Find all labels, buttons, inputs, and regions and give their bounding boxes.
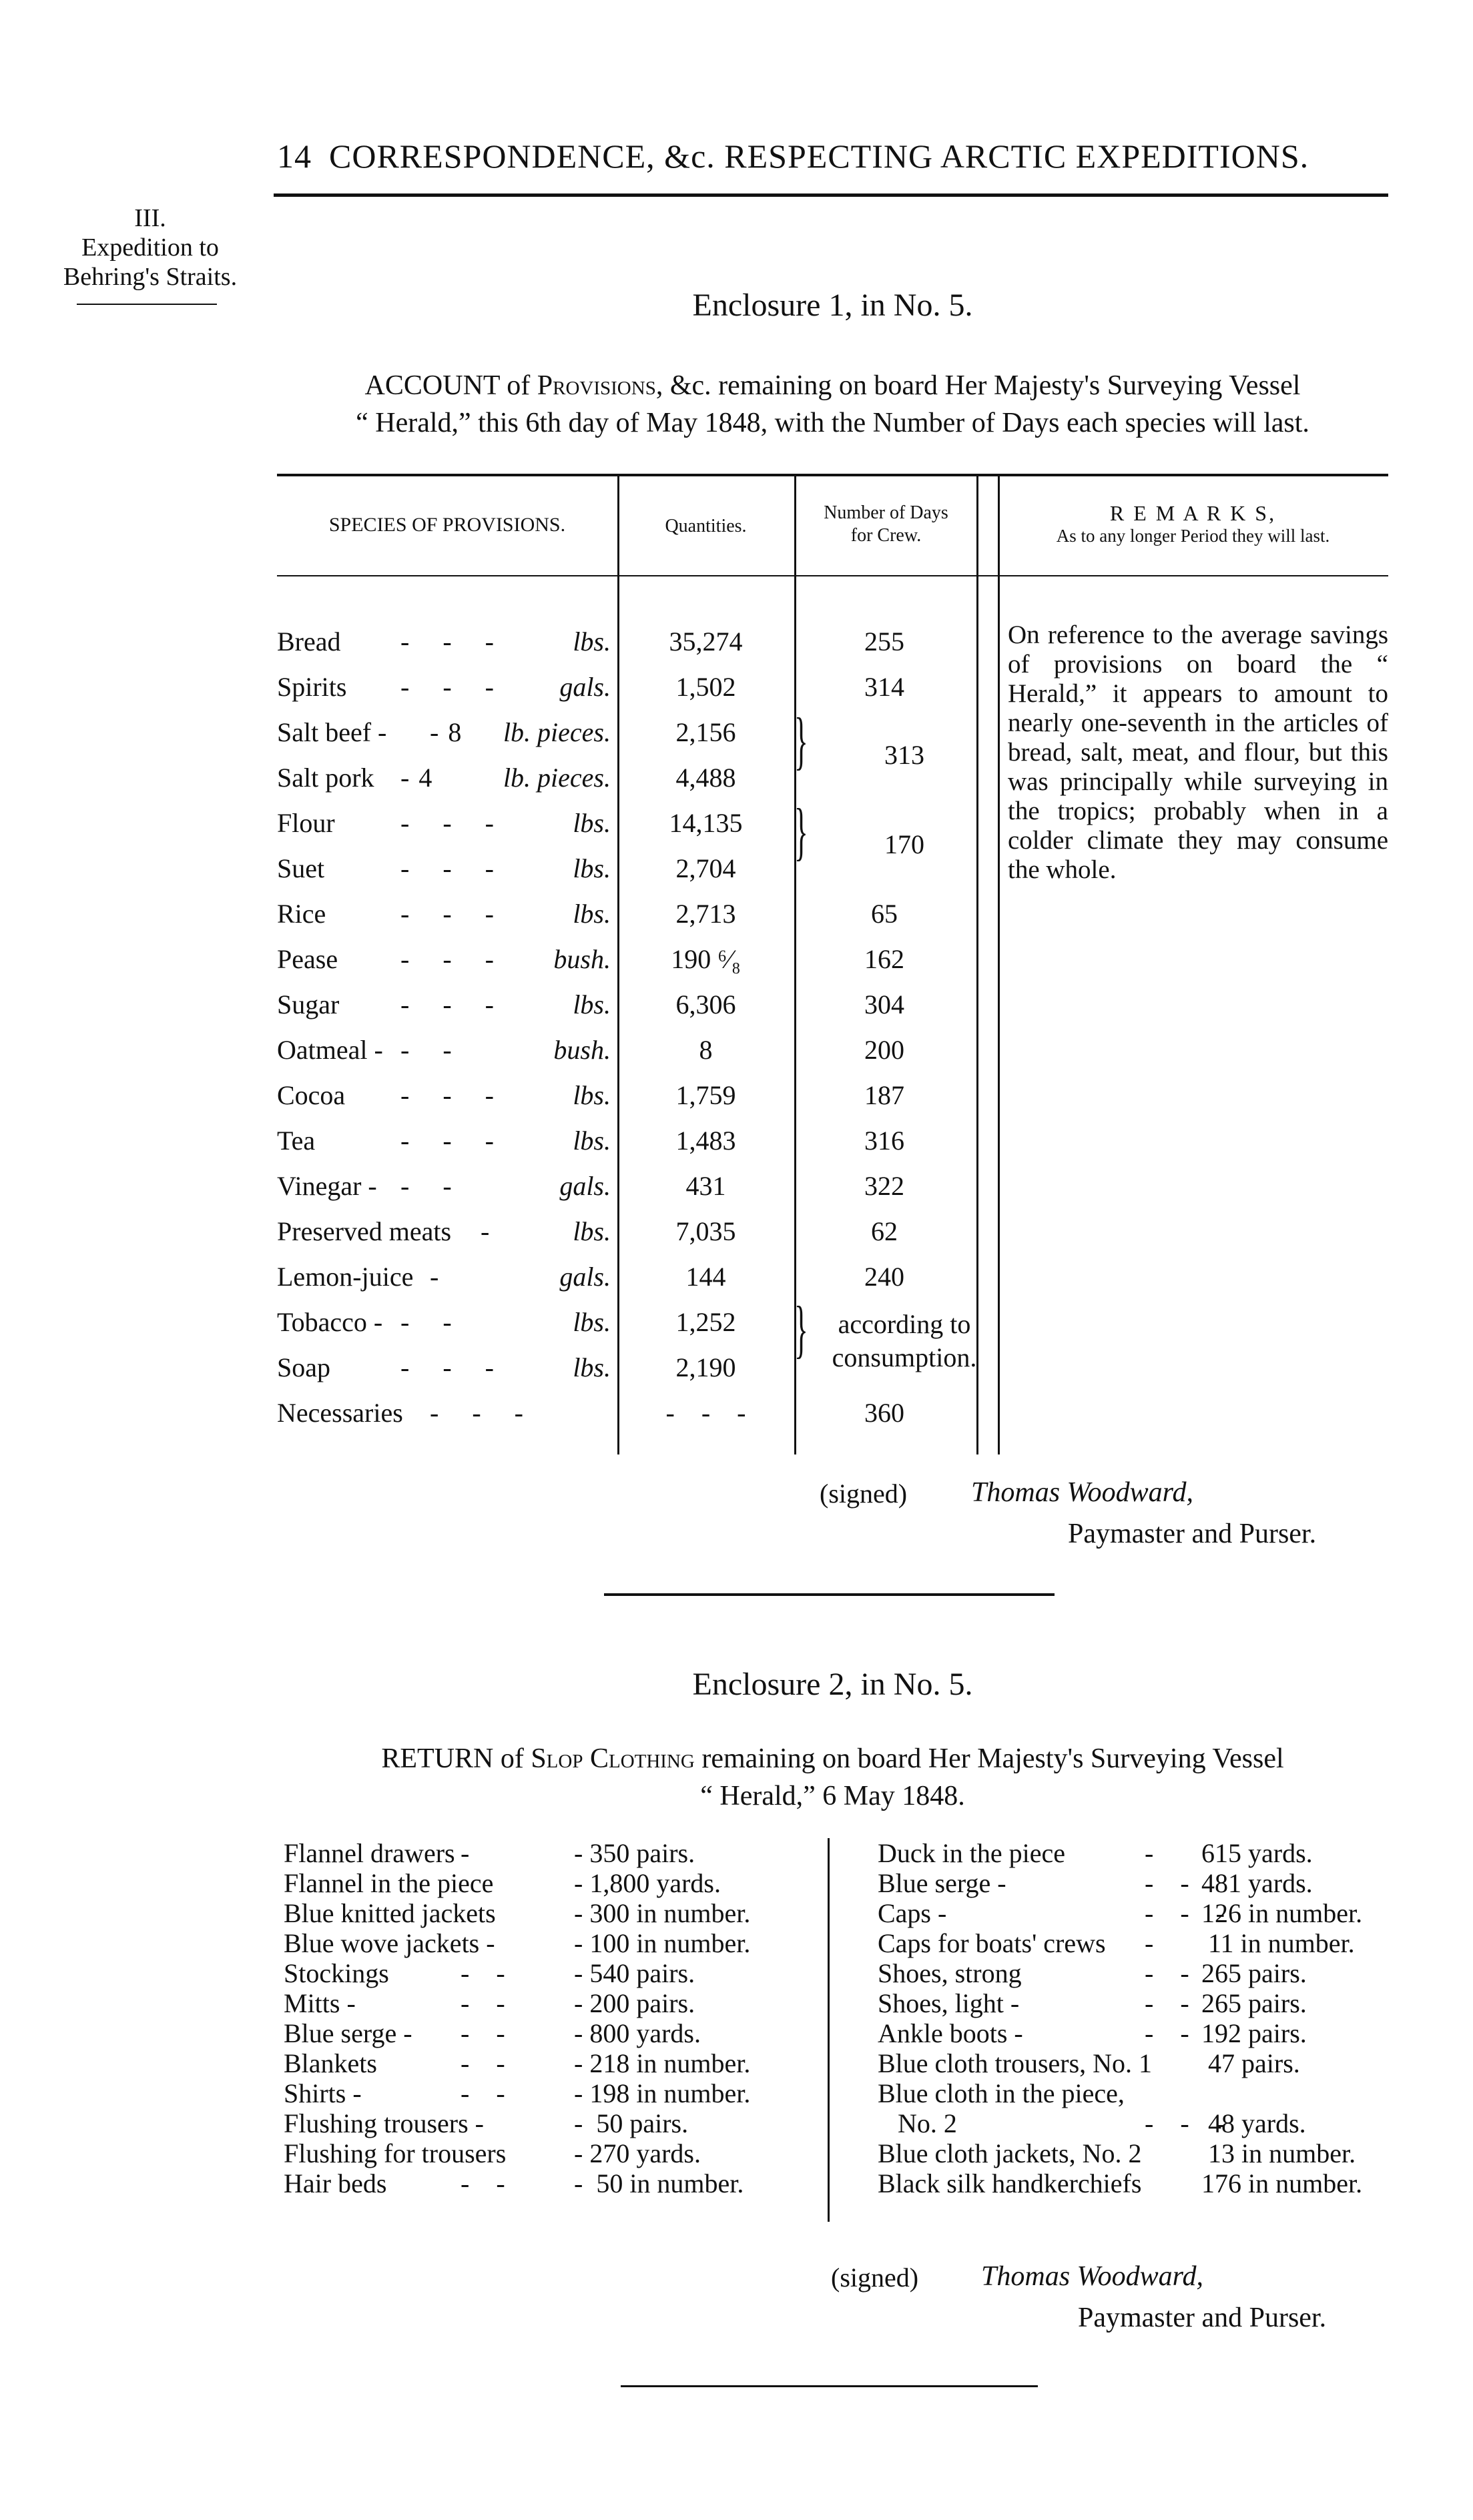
provision-days: 304	[864, 989, 904, 1019]
slop-item-leader: - -	[461, 2078, 505, 2108]
provision-unit: lbs.	[573, 1352, 611, 1382]
margin-note	[40, 203, 260, 292]
slop-item	[878, 2078, 1412, 2108]
provision-name: Rice	[277, 899, 326, 929]
signature-role-2: Paymaster and Purser.	[1078, 2302, 1327, 2333]
provision-unit: bush.	[553, 944, 611, 974]
slop-item	[878, 1868, 1412, 1898]
slop-item-quantity: 48 yards.	[1201, 2108, 1306, 2138]
slop-item-leader: - - -	[1145, 2108, 1225, 2138]
intro2-b: remaining on board Her Majesty's Surveying Vessel	[694, 1743, 1284, 1774]
slop-item-quantity: - 100 in number.	[574, 1928, 751, 1958]
provision-row	[277, 1080, 1388, 1125]
slop-item	[284, 2018, 818, 2048]
signature-name-1: Thomas Woodward,	[971, 1477, 1193, 1508]
signed-label-1: (signed)	[820, 1479, 908, 1509]
provision-quantity: 2,713	[675, 899, 736, 929]
provision-quantity: 1,252	[675, 1307, 736, 1337]
provision-days: 200	[864, 1035, 904, 1065]
slop-item-quantity: 192 pairs.	[1201, 2018, 1307, 2048]
slop-item-leader: - -	[461, 2048, 505, 2078]
provision-leader: - - -	[400, 1080, 495, 1110]
slop-item-name: Shoes, light -	[878, 1988, 1020, 2018]
provision-days: 240	[864, 1262, 904, 1292]
margin-note-numeral: III.	[134, 204, 166, 232]
enclosure1-intro	[277, 367, 1388, 442]
slop-item-name: Blue cloth trousers, No. 1	[878, 2048, 1153, 2078]
provision-unit: bush.	[553, 1035, 611, 1065]
provision-leader: - 4	[400, 763, 434, 793]
provision-leader: - - -	[400, 672, 495, 702]
header-days-line2: for Crew.	[850, 525, 922, 546]
slop-item-quantity: 481 yards.	[1201, 1868, 1313, 1898]
provision-name: Preserved meats	[277, 1216, 452, 1246]
slop-item-quantity: 615 yards.	[1201, 1838, 1313, 1868]
provision-days: 187	[864, 1080, 904, 1110]
slop-item	[284, 1958, 818, 1988]
provision-days: 360	[864, 1398, 904, 1428]
days-tobacco-soap-line1: according to	[838, 1309, 971, 1339]
provision-days: 162	[864, 944, 904, 974]
slop-item-name: Hair beds	[284, 2168, 387, 2198]
provision-name: Cocoa	[277, 1080, 346, 1110]
slop-item	[284, 1868, 818, 1898]
provision-quantity: 8	[699, 1035, 713, 1065]
enclosure1-title: Enclosure 1, in No. 5.	[692, 288, 973, 323]
provision-unit: lbs.	[573, 1216, 611, 1246]
header-rule	[274, 193, 1388, 197]
slop-item	[878, 2018, 1412, 2048]
days-salt: 313	[884, 740, 924, 770]
slop-item-name: Blue serge -	[878, 1868, 1006, 1898]
slop-item-name: Blue knitted jackets	[284, 1898, 496, 1928]
slop-item-name: Blue wove jackets -	[284, 1928, 495, 1958]
provision-quantity: 1,502	[675, 672, 736, 702]
slop-item	[878, 1958, 1412, 1988]
brace-tobacco-soap: }	[794, 1293, 808, 1364]
slop-item-name: No. 2	[878, 2108, 957, 2138]
slop-item-leader: - -	[1145, 1958, 1189, 1988]
provision-quantity: 7,035	[675, 1216, 736, 1246]
slop-clothing-table	[277, 1838, 1398, 2265]
slop-item	[878, 2138, 1412, 2168]
provision-leader: - - -	[400, 1352, 495, 1382]
provision-unit: lbs.	[573, 1080, 611, 1110]
slop-item	[878, 1928, 1412, 1958]
provision-unit: lbs.	[573, 808, 611, 838]
intro1-a: ACCOUNT of	[364, 370, 537, 401]
slop-item	[284, 2168, 818, 2198]
page-number: 14	[277, 137, 312, 175]
brace-flour-suet: }	[794, 795, 808, 867]
provision-name: Bread	[277, 626, 341, 657]
slop-item	[284, 2138, 818, 2168]
provision-unit: lbs.	[573, 626, 611, 657]
provision-unit: lbs.	[573, 853, 611, 883]
slop-item-quantity: 13 in number.	[1201, 2138, 1356, 2168]
provision-name: Flour	[277, 808, 335, 838]
provision-unit: gals.	[559, 1171, 611, 1201]
slop-item	[878, 2108, 1412, 2138]
provision-leader: - -	[400, 1307, 453, 1337]
slop-item-leader: - -	[1145, 1988, 1189, 2018]
header-remarks	[998, 502, 1388, 547]
slop-item-name: Flannel in the piece	[284, 1868, 494, 1898]
provision-name: Salt beef -	[277, 717, 387, 747]
slop-item-name: Stockings	[284, 1958, 389, 1988]
slop-item-leader: -	[461, 1838, 470, 1868]
slop-item-leader: - -	[1145, 2018, 1189, 2048]
provision-quantity: 2,190	[675, 1352, 736, 1382]
intro2-a: RETURN of	[381, 1743, 531, 1774]
slop-item-name: Caps -	[878, 1898, 947, 1928]
provision-row	[277, 1170, 1388, 1216]
provision-unit: lbs.	[573, 899, 611, 929]
intro1-sc: Provisions,	[537, 370, 663, 401]
slop-item-leader: -	[1145, 1928, 1154, 1958]
slop-item-name: Blankets	[284, 2048, 377, 2078]
provision-quantity: 35,274	[669, 626, 743, 657]
provision-name: Salt pork	[277, 763, 374, 793]
slop-item	[878, 1838, 1412, 1868]
slop-item-name: Flushing for trousers	[284, 2138, 507, 2168]
provision-quantity: 431	[685, 1171, 726, 1201]
margin-note-line1: Expedition to	[81, 234, 219, 262]
provision-leader: - -	[400, 1035, 453, 1065]
provision-quantity: 6,306	[675, 989, 736, 1019]
provision-leader: - - -	[400, 989, 495, 1019]
provision-row	[277, 1125, 1388, 1170]
provision-row	[277, 1216, 1388, 1261]
days-tobacco-soap-line2: consumption.	[832, 1342, 977, 1372]
header-remarks-line2: As to any longer Period they will last.	[1056, 526, 1330, 546]
slop-item-quantity: - 270 yards.	[574, 2138, 701, 2168]
provision-name: Suet	[277, 853, 325, 883]
provision-quantity: 144	[685, 1262, 726, 1292]
provision-quantity: 2,704	[675, 853, 736, 883]
provision-days: 314	[864, 672, 904, 702]
slop-item-name: Duck in the piece	[878, 1838, 1065, 1868]
provision-leader: - 8	[430, 717, 463, 747]
days-tobacco-soap	[808, 1308, 1001, 1374]
provision-name: Vinegar -	[277, 1171, 377, 1201]
provision-unit: lb. pieces.	[503, 717, 611, 747]
header-quantities: Quantities.	[665, 516, 747, 536]
provision-quantity: 1,759	[675, 1080, 736, 1110]
provision-leader: - - -	[400, 899, 495, 929]
slop-item-name: Shoes, strong	[878, 1958, 1022, 1988]
provision-leader: - - -	[400, 626, 495, 657]
provision-row	[277, 1397, 1388, 1442]
slop-item-quantity: 11 in number.	[1201, 1928, 1355, 1958]
provision-name: Tobacco -	[277, 1307, 383, 1337]
slop-item	[284, 1898, 818, 1928]
provision-unit: lb. pieces.	[503, 763, 611, 793]
provision-name: Necessaries	[277, 1398, 403, 1428]
provisions-table	[277, 474, 1388, 1468]
enclosure2-intro	[277, 1740, 1388, 1815]
slop-item-name: Black silk handkerchiefs	[878, 2168, 1142, 2198]
margin-note-line2: Behring's Straits.	[63, 263, 238, 291]
provision-name: Oatmeal -	[277, 1035, 383, 1065]
slop-item-quantity: - 200 pairs.	[574, 1988, 695, 2018]
provision-name: Tea	[277, 1126, 316, 1156]
slop-item-leader: - -	[461, 1958, 505, 1988]
provision-leader: - - -	[400, 853, 495, 883]
slop-item-quantity: - 198 in number.	[574, 2078, 751, 2108]
provision-days: 255	[864, 626, 904, 657]
slop-item-quantity: 265 pairs.	[1201, 1958, 1307, 1988]
provision-leader: -	[481, 1216, 491, 1246]
slop-item	[284, 1838, 818, 1868]
slop-item-quantity: 265 pairs.	[1201, 1988, 1307, 2018]
provision-row	[277, 898, 1388, 943]
slop-item-quantity: - 800 yards.	[574, 2018, 701, 2048]
provision-leader: - - -	[400, 1126, 495, 1156]
signed-label-2: (signed)	[831, 2262, 919, 2292]
slop-item	[878, 2048, 1412, 2078]
header-species: SPECIES OF PROVISIONS.	[328, 514, 566, 536]
provision-name: Lemon-juice	[277, 1262, 414, 1292]
days-flour-suet: 170	[884, 829, 924, 859]
slop-col-divider	[828, 1838, 830, 2222]
header-days-line1: Number of Days	[824, 502, 948, 523]
slop-item	[284, 2108, 818, 2138]
bottom-divider	[621, 2385, 1038, 2387]
provision-days: 62	[871, 1216, 898, 1246]
provision-name: Spirits	[277, 672, 347, 702]
slop-item-quantity: - 1,800 yards.	[574, 1868, 721, 1898]
slop-item-quantity: - 300 in number.	[574, 1898, 751, 1928]
header-days	[794, 502, 978, 547]
provision-quantity: 14,135	[669, 808, 743, 838]
provision-unit: lbs.	[573, 1307, 611, 1337]
provision-quantity: 4,488	[675, 763, 736, 793]
slop-item-name: Shirts -	[284, 2078, 362, 2108]
slop-item-quantity: - 540 pairs.	[574, 1958, 695, 1988]
brace-salt: }	[794, 705, 808, 776]
provision-row	[277, 1261, 1388, 1306]
slop-item-leader: - -	[1145, 1868, 1189, 1898]
header-remarks-line1: R E M A R K S,	[1109, 501, 1277, 525]
provision-row	[277, 943, 1388, 989]
slop-item-name: Mitts -	[284, 1988, 356, 2018]
slop-item-name: Ankle boots -	[878, 2018, 1023, 2048]
provision-leader: - -	[400, 1171, 453, 1201]
intro2-line2: “ Herald,” 6 May 1848.	[700, 1781, 965, 1811]
provision-unit: lbs.	[573, 1126, 611, 1156]
provision-unit: gals.	[559, 1262, 611, 1292]
slop-item-quantity: - 350 pairs.	[574, 1838, 695, 1868]
slop-item-quantity: - 50 pairs.	[574, 2108, 689, 2138]
slop-item-name: Flannel drawers	[284, 1838, 455, 1868]
slop-item	[284, 1988, 818, 2018]
table-header-rule	[277, 575, 1388, 576]
provision-row	[277, 989, 1388, 1034]
slop-item	[878, 2168, 1412, 2198]
slop-item	[284, 1928, 818, 1958]
margin-note-rule	[77, 304, 217, 305]
running-header	[277, 137, 1385, 175]
slop-item	[284, 2078, 818, 2108]
slop-item-quantity: - 50 in number.	[574, 2168, 744, 2198]
slop-item-name: Blue cloth in the piece,	[878, 2078, 1125, 2108]
section-divider	[604, 1593, 1055, 1596]
provision-leader: - - -	[400, 944, 495, 974]
slop-item-name: Caps for boats' crews	[878, 1928, 1106, 1958]
slop-item-leader: - -	[461, 1988, 505, 2018]
provision-days: 322	[864, 1171, 904, 1201]
provision-quantity: 2,156	[675, 717, 736, 747]
signature-role-1: Paymaster and Purser.	[1068, 1519, 1317, 1549]
provision-days: 65	[871, 899, 898, 929]
remarks-text: On reference to the average savings of provisions on board the “ Herald,” it appears to amount to nearly one-seventh in the articles of bread, salt, meat, and flour, but this was principally while surveying in the tropics; probably when in a colder climate they may consume the whole.	[1008, 620, 1388, 884]
provision-days: 316	[864, 1126, 904, 1156]
provision-row	[277, 1034, 1388, 1080]
slop-item-name: Blue serge -	[284, 2018, 412, 2048]
slop-item-name: Flushing trousers -	[284, 2108, 484, 2138]
enclosure2-title: Enclosure 2, in No. 5.	[692, 1667, 973, 1702]
provision-name: Soap	[277, 1352, 330, 1382]
provision-name: Pease	[277, 944, 338, 974]
slop-item-quantity: - 218 in number.	[574, 2048, 751, 2078]
provision-name: Sugar	[277, 989, 340, 1019]
slop-item	[878, 1898, 1412, 1928]
provision-quantity: 1,483	[675, 1126, 736, 1156]
slop-item-quantity: 47 pairs.	[1201, 2048, 1300, 2078]
provision-leader: - - -	[400, 808, 495, 838]
slop-item	[284, 2048, 818, 2078]
table-top-rule	[277, 474, 1388, 476]
slop-item-name: Blue cloth jackets, No. 2	[878, 2138, 1142, 2168]
provision-unit: gals.	[559, 672, 611, 702]
slop-item-leader: -	[1145, 1838, 1154, 1868]
provision-quantity: - - -	[665, 1398, 746, 1428]
slop-item-leader: - -	[461, 2018, 505, 2048]
slop-item-quantity: 176 in number.	[1201, 2168, 1363, 2198]
slop-item-quantity: 126 in number.	[1201, 1898, 1363, 1928]
provision-unit: lbs.	[573, 989, 611, 1019]
signature-name-2: Thomas Woodward,	[981, 2261, 1203, 2292]
slop-item-leader: - -	[461, 2168, 505, 2198]
provision-leader: - - -	[430, 1398, 525, 1428]
provision-quantity: 190 ⁶⁄₈	[671, 944, 741, 974]
running-title: CORRESPONDENCE, &c. RESPECTING ARCTIC EXPEDITIONS.	[329, 137, 1309, 175]
slop-item	[878, 1988, 1412, 2018]
intro1-line2: “ Herald,” this 6th day of May 1848, with the Number of Days each species will last.	[356, 408, 1309, 438]
provision-leader: -	[430, 1262, 440, 1292]
slop-item-leader: - - -	[1145, 1898, 1225, 1928]
intro2-sc: Slop Clothing	[531, 1743, 695, 1774]
intro1-b: &c. remaining on board Her Majesty's Surveying Vessel	[663, 370, 1301, 401]
